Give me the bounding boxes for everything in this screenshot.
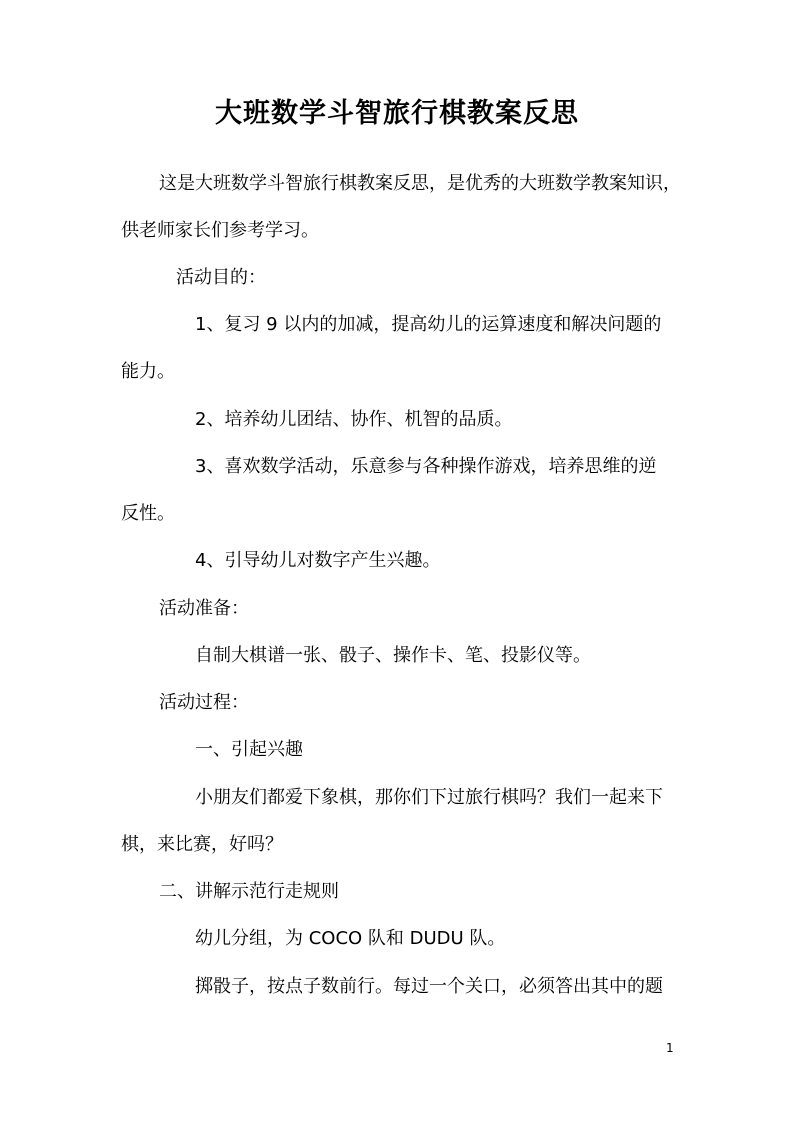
process-step-1-line-1: 小朋友们都爱下象棋，那你们下过旅行棋吗？我们一起来下 <box>195 787 663 808</box>
section-heading-process: 活动过程： <box>159 692 249 713</box>
intro-line-1: 这是大班数学斗智旅行棋教案反思，是优秀的大班数学教案知识， <box>159 173 681 194</box>
objective-4: 4、引导幼儿对数字产生兴趣。 <box>195 550 441 571</box>
process-step-2-text-1: 幼儿分组，为 COCO 队和 DUDU 队。 <box>195 928 506 949</box>
process-step-1-heading: 一、引起兴趣 <box>195 739 303 760</box>
document-title: 大班数学斗智旅行棋教案反思 <box>215 98 579 129</box>
page-number: 1 <box>666 1041 674 1055</box>
objective-3-line-2: 反性。 <box>121 503 175 524</box>
section-heading-objectives: 活动目的： <box>176 267 266 288</box>
objective-3-line-1: 3、喜欢数学活动，乐意参与各种操作游戏，培养思维的逆 <box>195 456 657 477</box>
process-step-1-line-2: 棋，来比赛，好吗？ <box>121 834 283 855</box>
objective-2: 2、培养幼儿团结、协作、机智的品质。 <box>195 409 513 430</box>
intro-line-2: 供老师家长们参考学习。 <box>121 220 319 241</box>
process-step-2-heading: 二、讲解示范行走规则 <box>159 881 339 902</box>
objective-1-line-2: 能力。 <box>121 361 175 382</box>
objective-1-line-1: 1、复习 9 以内的加减，提高幼儿的运算速度和解决问题的 <box>195 314 662 335</box>
process-step-2-text-2: 掷骰子，按点子数前行。每过一个关口，必须答出其中的题 <box>195 976 663 997</box>
preparation-text: 自制大棋谱一张、骰子、操作卡、笔、投影仪等。 <box>195 645 591 666</box>
section-heading-preparation: 活动准备： <box>159 598 249 619</box>
